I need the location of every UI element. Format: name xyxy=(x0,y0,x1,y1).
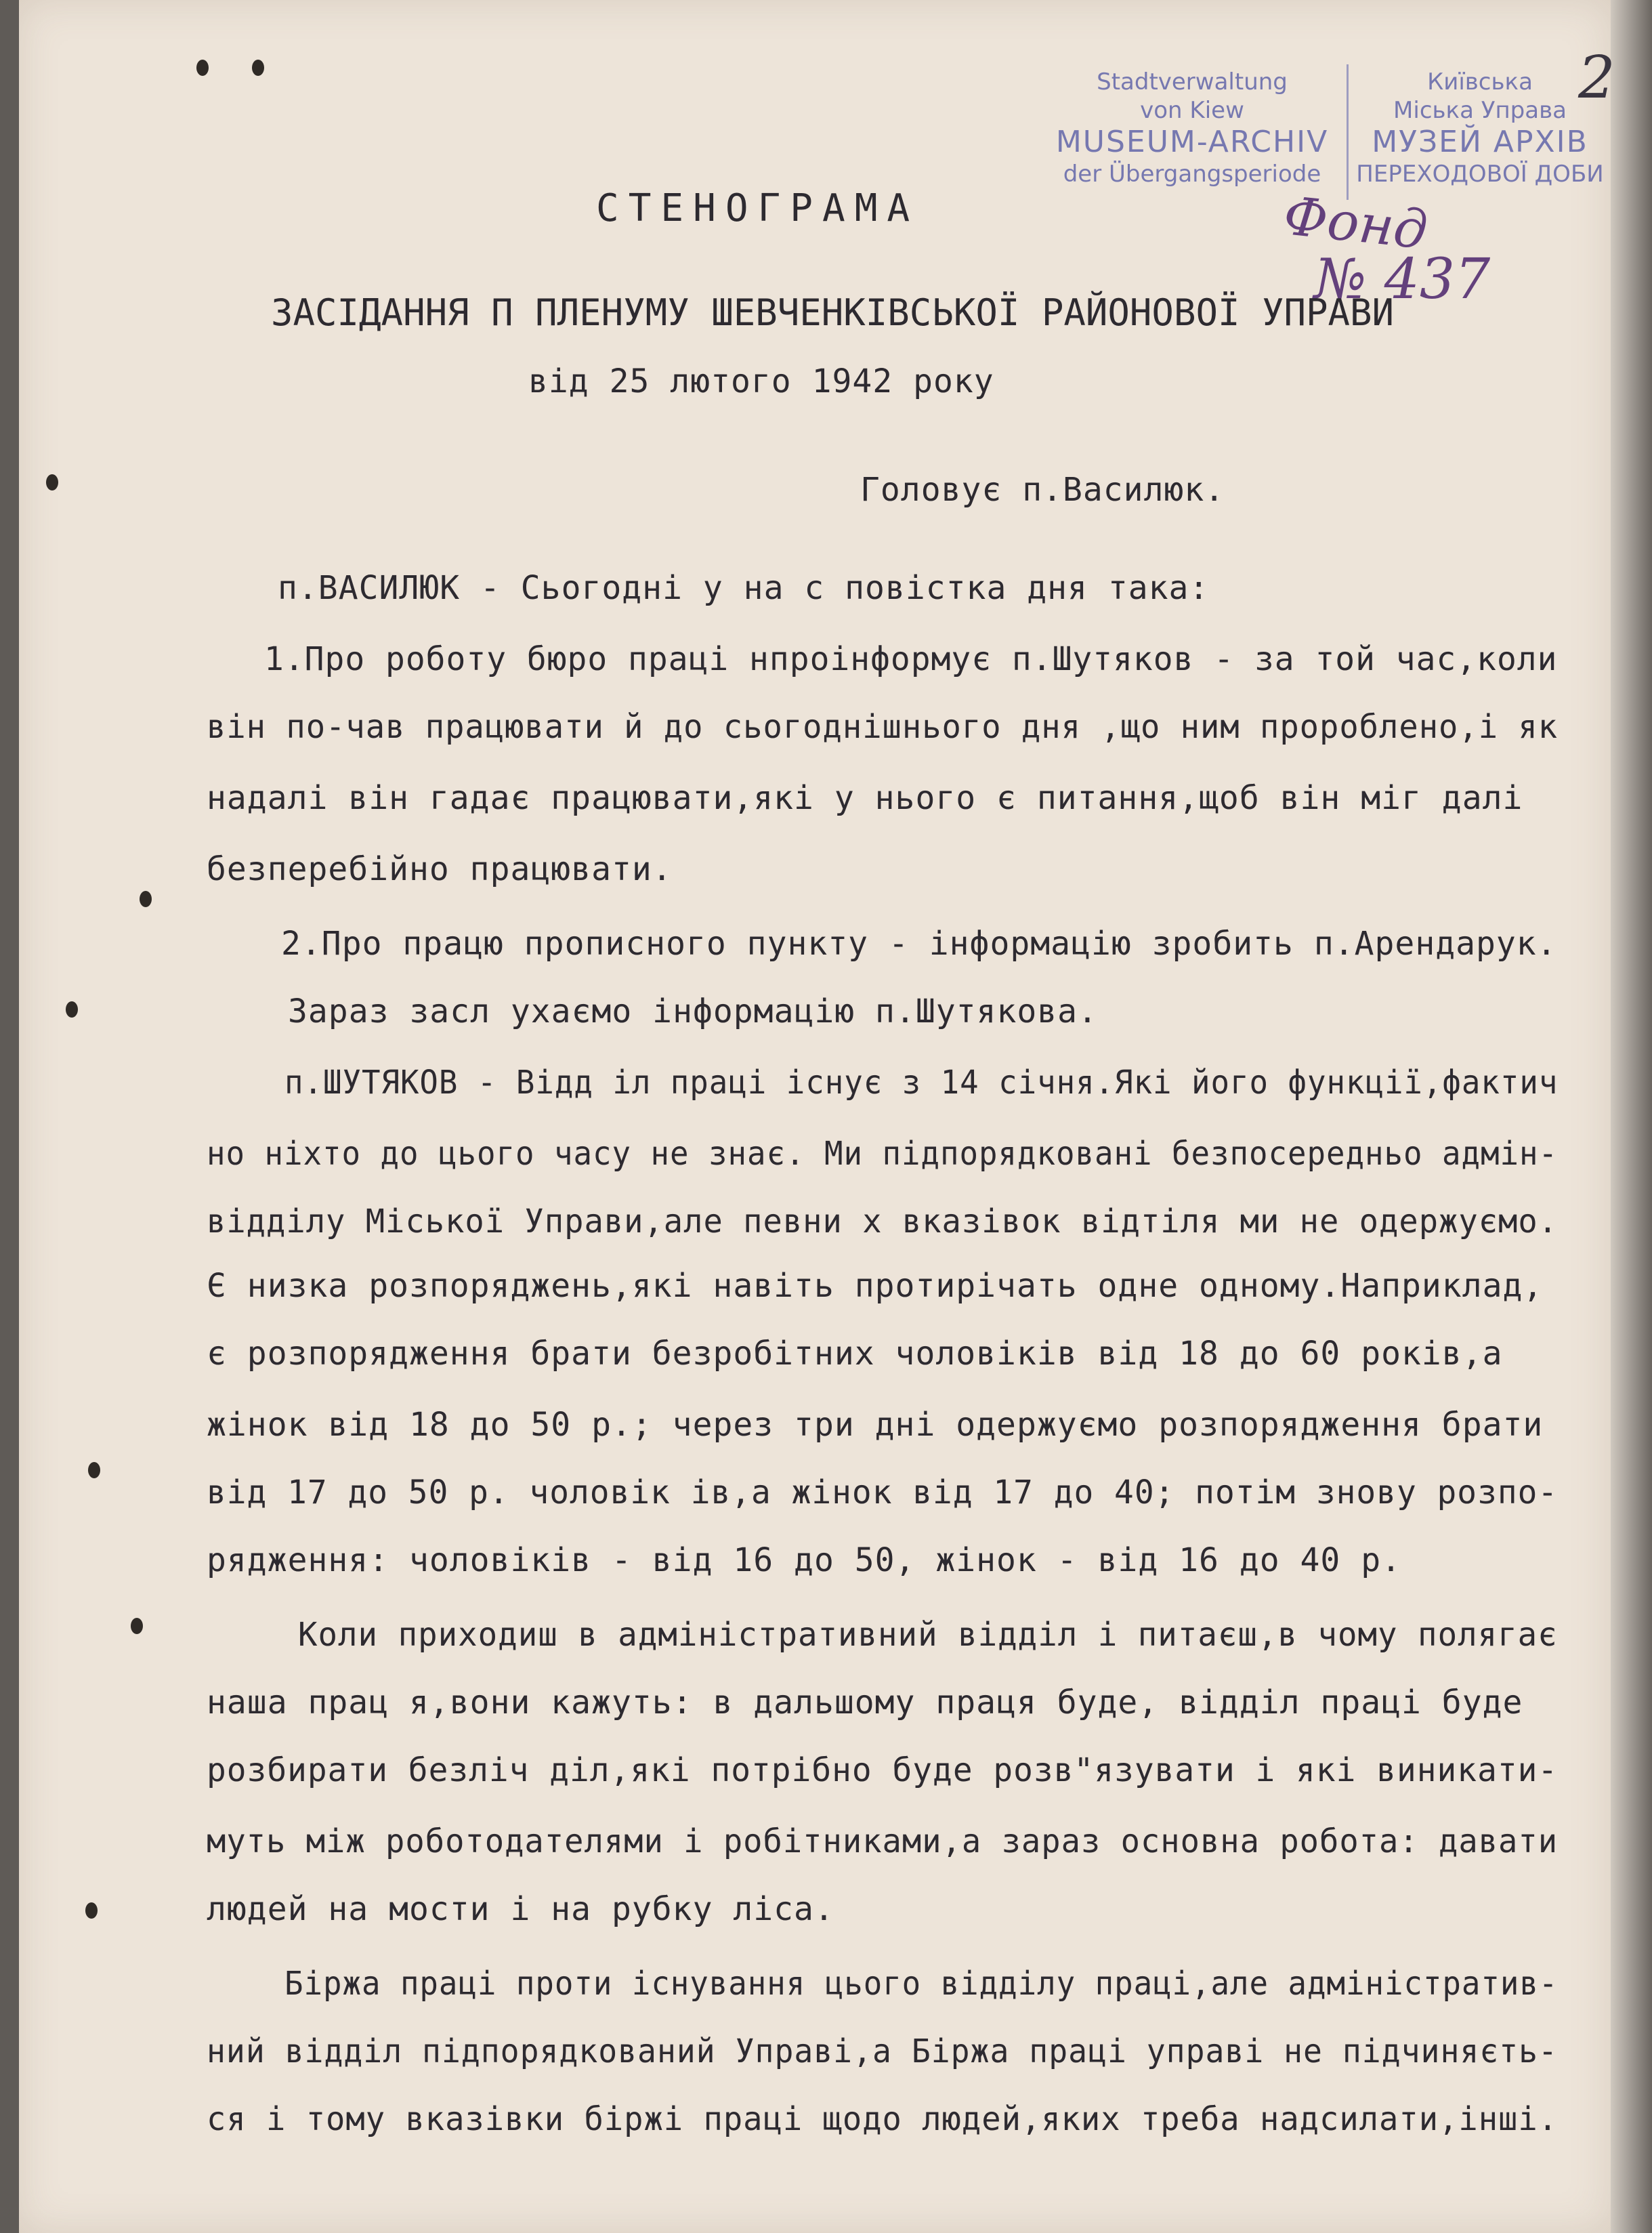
punch-hole xyxy=(252,60,264,76)
punch-hole xyxy=(88,1462,100,1478)
document-chair: Головує п.Василюк. xyxy=(860,471,1225,509)
stamp-line: der Übergangsperiode xyxy=(1063,161,1321,188)
text-line: є розпорядження брати безробітних чоловіків від 18 до 60 років,а xyxy=(207,1335,1503,1373)
stamp-line: Stadtverwaltung xyxy=(1097,68,1288,96)
stamp-line: MUSEUM-ARCHIV xyxy=(1055,125,1329,159)
text-line: Коли приходиш в адміністративний відділ і питаєш,в чому полягає xyxy=(298,1616,1558,1654)
punch-hole xyxy=(85,1902,98,1919)
stamp-line: Київська xyxy=(1427,68,1533,96)
text-line: ний відділ підпорядкований Управі,а Біржа праці управі не підчиняєть- xyxy=(207,2032,1558,2070)
text-line: він по-чав працювати й до сьогоднішнього дня ,що ним пророблено,і як xyxy=(207,708,1559,746)
text-line: жінок від 18 до 50 р.; через три дні одержуємо розпорядження брати xyxy=(207,1406,1544,1444)
text-line: безперебійно працювати. xyxy=(207,850,673,888)
text-line: ся і тому вказівки біржі праці щодо людей,яких треба надсилати,інші. xyxy=(207,2100,1559,2138)
archive-stamp-ukrainian xyxy=(1355,68,1605,188)
document-subtitle: ЗАСІДАННЯ П ПЛЕНУМУ ШЕВЧЕНКІВСЬКОЇ РАЙОНОВОЇ УПРАВИ xyxy=(271,291,1395,334)
text-line: Зараз засл ухаємо інформацію п.Шутякова. xyxy=(288,993,1098,1030)
stamp-divider xyxy=(1347,64,1349,200)
text-line: но ніхто до цього часу не знає. Ми підпорядковані безпосередньо адмін- xyxy=(207,1135,1558,1173)
handwritten-page-number: 2 xyxy=(1578,44,1615,112)
text-line: Є низка розпоряджень,які навіть протирічать одне одному.Наприклад, xyxy=(207,1267,1544,1305)
handwritten-fond-label: Фонд xyxy=(1280,186,1431,262)
text-line: 2.Про працю прописного пункту - інформацію зробить п.Арендарук. xyxy=(281,925,1557,963)
punch-hole xyxy=(66,1001,78,1018)
document-title: СТЕНОГРАМА xyxy=(596,186,920,230)
text-line: надалі він гадає працювати,які у нього є питання,щоб він міг далі xyxy=(207,779,1523,817)
punch-hole xyxy=(46,474,58,491)
stamp-line: Міська Управа xyxy=(1393,97,1567,124)
text-line: п.ШУТЯКОВ - Відд іл праці існує з 14 січня.Які його функції,фактич xyxy=(284,1064,1559,1102)
text-line: людей на мости і на рубку ліса. xyxy=(207,1890,834,1928)
stamp-line: ПЕРЕХОДОВОЇ ДОБИ xyxy=(1356,161,1604,188)
text-line: від 17 до 50 р. чоловік ів,а жінок від 17 до 40; потім знову розпо- xyxy=(207,1474,1559,1511)
text-line: наша прац я,вони кажуть: в дальшому праця буде, відділ праці буде xyxy=(207,1684,1523,1721)
archive-stamp-german xyxy=(1043,68,1341,188)
text-line: рядження: чоловіків - від 16 до 50, жінок - від 16 до 40 р. xyxy=(207,1541,1402,1579)
scan-background-edge xyxy=(1611,0,1652,2233)
text-line: Біржа праці проти існування цього відділу праці,але адміністратив- xyxy=(284,1965,1559,2003)
stamp-line: МУЗЕЙ АРХІВ xyxy=(1372,125,1588,159)
text-line: 1.Про роботу бюро праці нпроінформує п.Шутяков - за той час,коли xyxy=(264,640,1558,678)
text-line: п.ВАСИЛЮК - Сьогодні у на с повістка дня така: xyxy=(278,569,1210,607)
document-date: від 25 лютого 1942 року xyxy=(528,362,994,400)
stamp-line: von Kiew xyxy=(1140,97,1244,124)
punch-hole xyxy=(196,60,209,76)
text-line: відділу Міської Управи,але певни х вказівок відтіля ми не одержуємо. xyxy=(207,1203,1559,1240)
text-line: розбирати безліч діл,які потрібно буде розв"язувати і які виникати- xyxy=(207,1751,1559,1789)
punch-hole xyxy=(131,1618,143,1634)
punch-hole xyxy=(140,891,152,907)
text-line: муть між роботодателями і робітниками,а зараз основна робота: давати xyxy=(207,1822,1559,1860)
handwritten-fond-number: № 437 xyxy=(1314,247,1491,312)
